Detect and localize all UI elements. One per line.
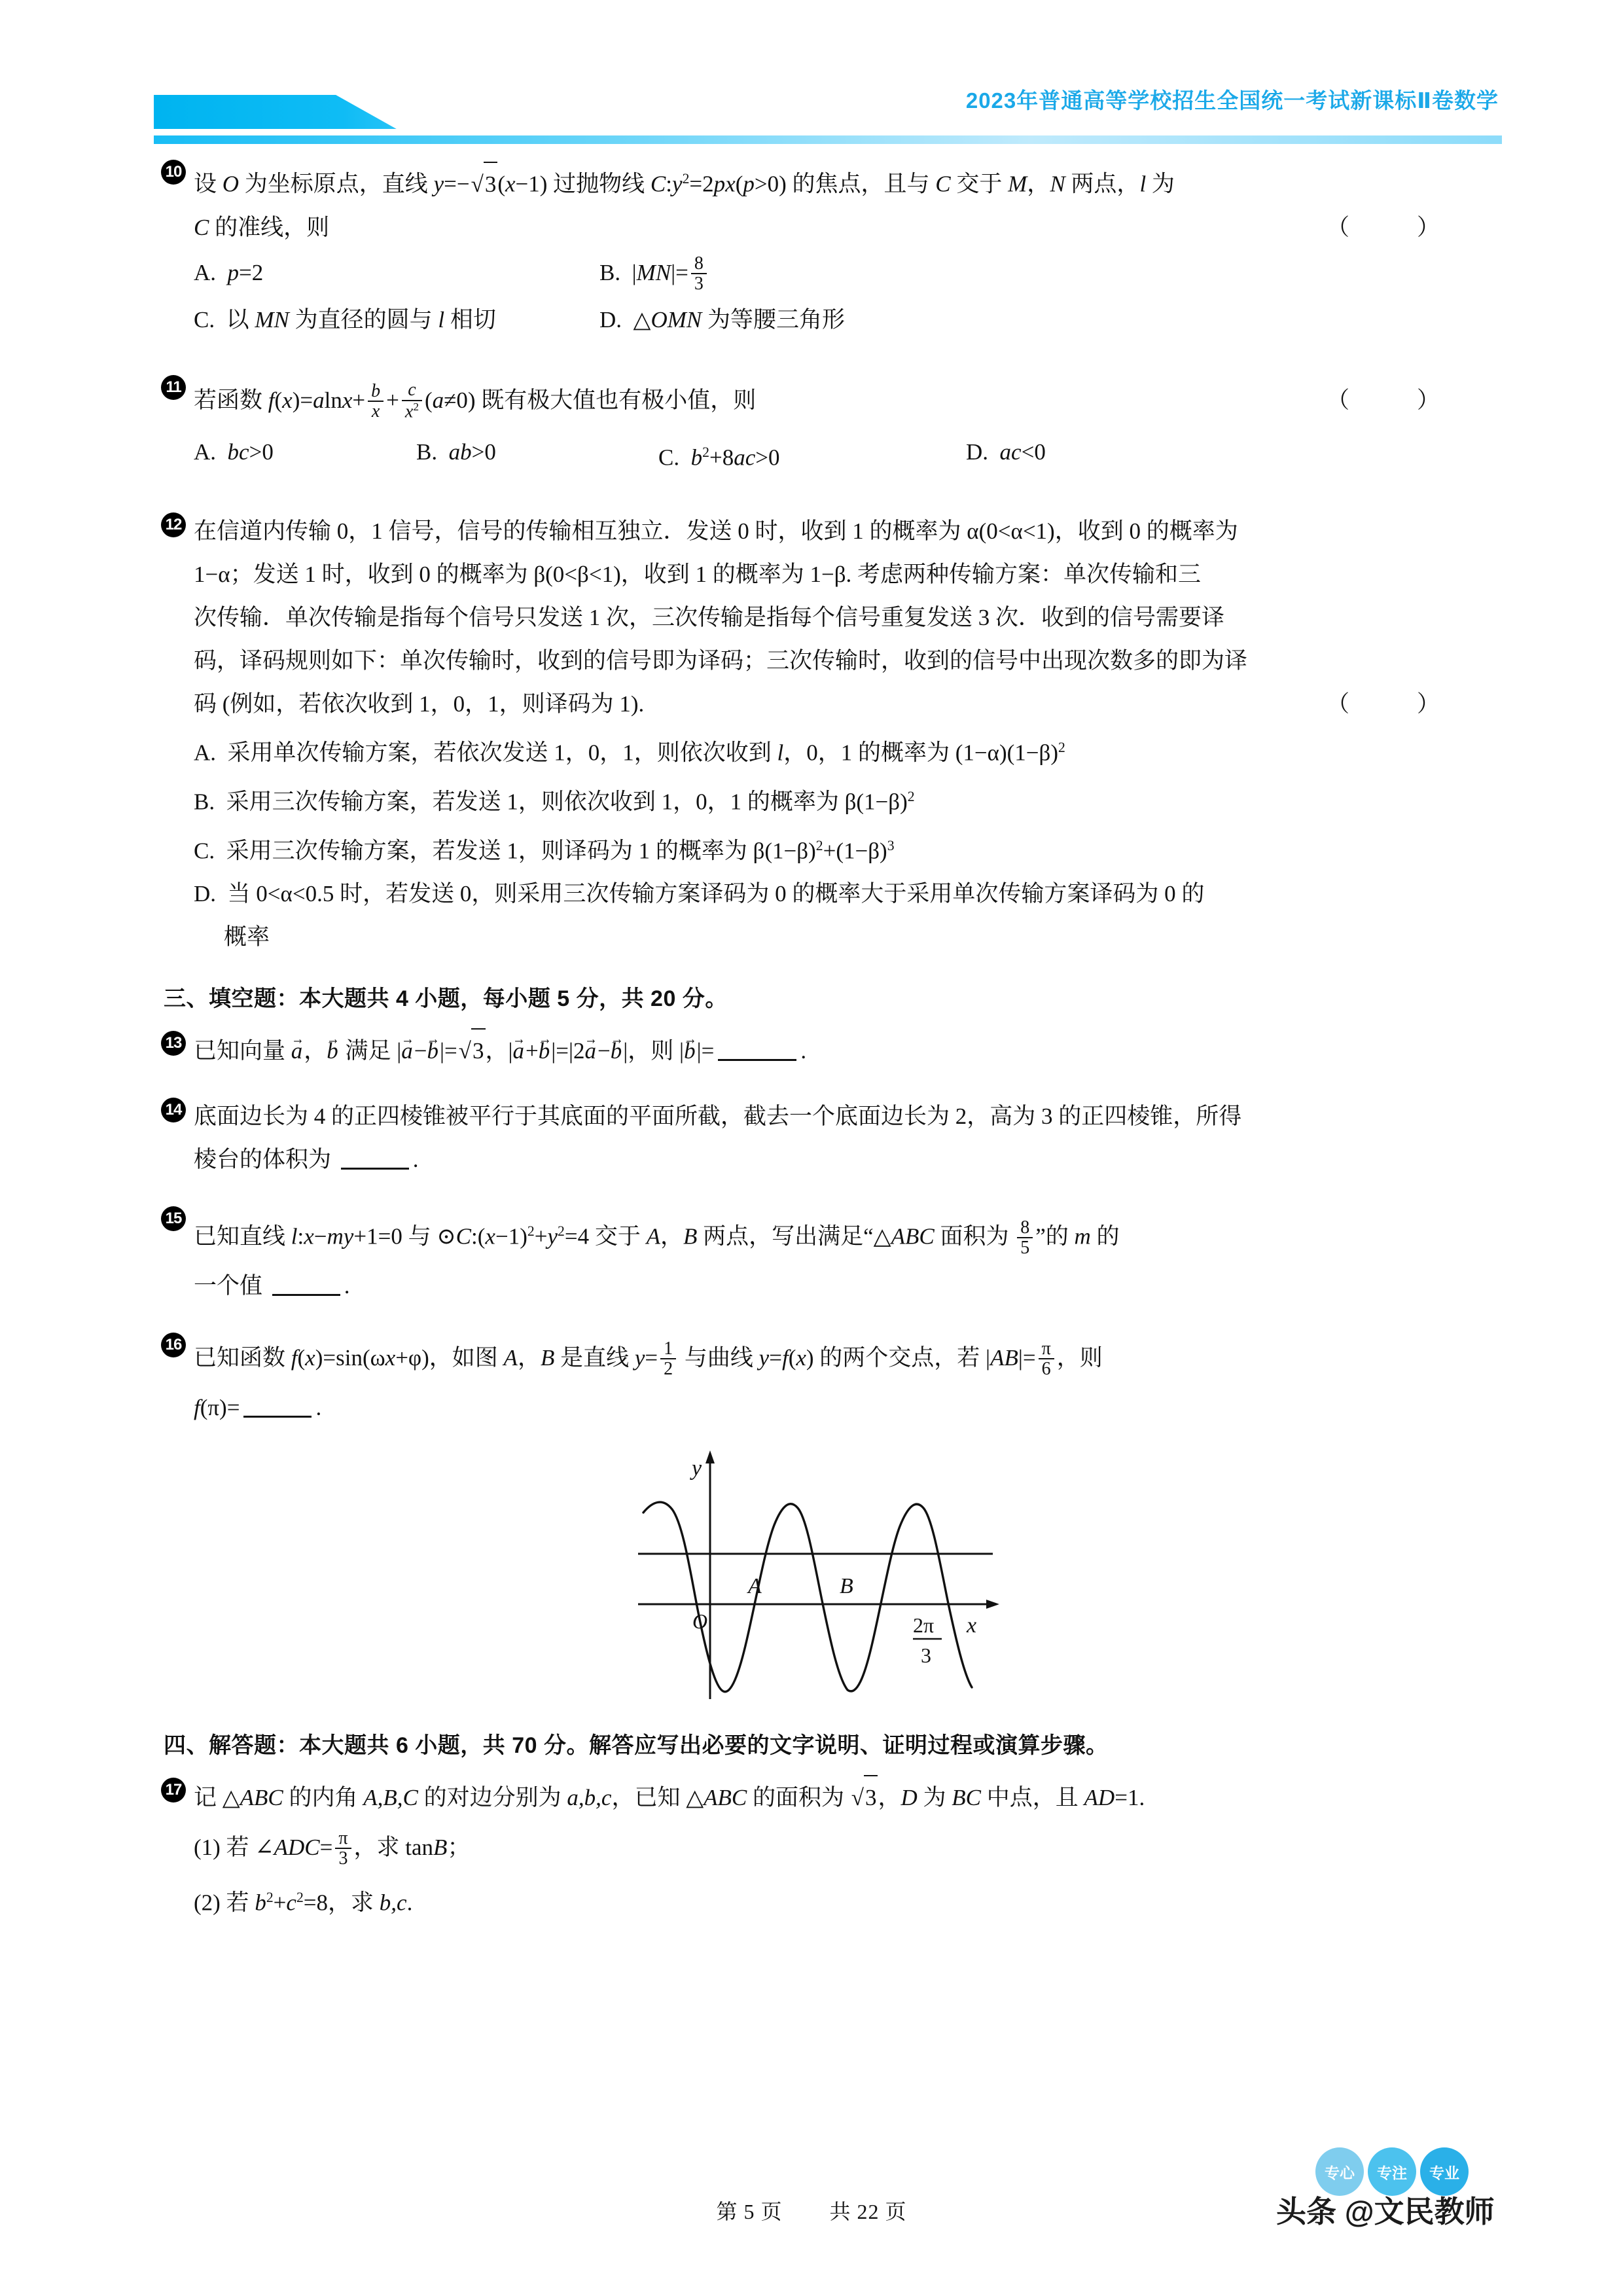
question-11-body [164, 372, 1492, 482]
question-10-options [194, 249, 1492, 344]
question-16 [164, 1330, 1492, 1429]
question-12-line-1: 在信道内传输 0，1 信号，信号的传输相互独立．发送 0 时，收到 1 的概率为 α(0<α<1)，收到 0 的概率为 [194, 518, 1238, 545]
question-12-line-2: 1−α；发送 1 时，收到 0 的概率为 β(0<β<1)，收到 1 的概率为 1−β. 考虑两种传输方案：单次传输和三 [194, 562, 1202, 588]
question-13-line-1: 已知向量 a →，b → 满足 |a →−b →|=√3，|a →+b →|=|2a →−b →|，则 |b →|= . [194, 1028, 1492, 1073]
question-11-line-1: 若函数 f(x)=alnx+ $\frac{b}{x}$ + $\frac{c}{x^2}$ (a≠0) 既有极大值也有极小值，则 （ ） [194, 372, 1492, 429]
y-axis-label: y [692, 1456, 702, 1480]
question-number-badge: 12 [161, 512, 186, 537]
option-12-B[interactable]: B. 采用三次传输方案，若发送 1，则依次收到 1，0，1 的概率为 $\beta(1-\beta)^2$ [194, 788, 915, 815]
x-tick-numerator: 2π [913, 1613, 935, 1637]
answer-bracket-11[interactable]: （ ） [1326, 387, 1462, 413]
question-12-line-5: 码 (例如，若依次收到 1，0，1，则译码为 1). （ ） [194, 683, 1492, 726]
question-number-badge: 13 [161, 1031, 186, 1056]
question-14-body [164, 1095, 1492, 1181]
option-10-D[interactable]: D. △OMN 为等腰三角形 [599, 306, 845, 332]
watermark-text: 头条 @文民教师 [1276, 2195, 1495, 2229]
question-17-sub-2: (2) 若 $b^2+c^2=8$，求 b,c. [194, 1889, 413, 1916]
question-10-body [164, 157, 1492, 344]
question-10-line-2: C 的准线，则 （ ） [194, 206, 1492, 249]
question-12-line-3: 次传输．单次传输是指每个信号只发送 1 次，三次传输是指每个信号重复发送 3 次．收到的信号需要译 [194, 605, 1225, 631]
answer-blank-16[interactable] [243, 1416, 312, 1418]
question-17-line-1: 记 △ABC 的内角 A,B,C 的对边分别为 a,b,c，已知 △ABC 的面积为 √3，D 为 BC 中点，且 AD=1. [194, 1775, 1492, 1820]
question-number-badge: 17 [161, 1778, 186, 1803]
watermark-badge-2: 专注 [1368, 2147, 1416, 2196]
question-16-figure [164, 1444, 1492, 1706]
question-15-body [164, 1204, 1492, 1308]
question-12-line-4: 码，译码规则如下：单次传输时，收到的信号即为译码；三次传输时，收到的信号中出现次数多的即为译 [194, 648, 1248, 674]
header-underline-rule [154, 135, 1502, 144]
sine-curve-diagram [632, 1444, 1024, 1706]
question-11 [164, 372, 1492, 482]
exam-content [164, 157, 1492, 1939]
question-13-body [164, 1028, 1492, 1073]
option-12-D[interactable]: D. 当 0<α<0.5 时，若发送 0，则采用三次传输方案译码为 0 的概率大于采用单次传输方案译码为 0 的 [194, 881, 1205, 907]
question-16-line-1: 已知函数 f(x)=sin(ωx+φ)，如图 A，B 是直线 y= $\frac{1}{2}$ 与曲线 y=f(x) 的两个交点，若 |AB|= $\frac{\pi}{6}$ ，则 [194, 1338, 1103, 1380]
section-heading-solve: 四、解答题：本大题共 6 小题，共 70 分。解答应写出必要的文字说明、证明过程或演算步骤。 [164, 1732, 1109, 1758]
footer-page-total: 共 22 页 [829, 2200, 907, 2223]
answer-bracket-10[interactable]: （ ） [1326, 214, 1462, 240]
question-14-line-2: 棱台的体积为 . [194, 1147, 419, 1173]
option-10-B[interactable]: B. |MN|= $\frac{8}{3}$ [599, 249, 1492, 296]
question-17 [164, 1775, 1492, 1925]
option-12-D-continued[interactable]: 概率 [224, 924, 270, 950]
question-11-options [194, 429, 1492, 482]
exam-title: 2023年普通高等学校招生全国统一考试新课标Ⅱ卷数学 [965, 88, 1499, 113]
question-12-body [164, 510, 1492, 959]
question-15-line-2: 一个值 . [194, 1272, 350, 1299]
question-14-line-1: 底面边长为 4 的正四棱锥被平行于其底面的平面所截，截去一个底面边长为 2，高为 3 的正四棱锥，所得 [194, 1103, 1242, 1130]
question-10-line-1: 设 O 为坐标原点，直线 y=−√3(x−1) 过抛物线 $C:y^2=2px(p>0)$ 的焦点，且与 C 交于 M，N 两点，l 为 [194, 157, 1492, 206]
option-11-D[interactable]: D. ac<0 [966, 439, 1046, 465]
question-15-line-1: 已知直线 l:x−my+1=0 与 $⊙C:(x-1)^2+y^2=4$ 交于 A，B 两点，写出满足“△ABC 面积为 $\frac{8}{5}$ ”的 m 的 [194, 1217, 1120, 1259]
option-11-A[interactable]: A. bc>0 [194, 439, 274, 465]
x-tick-denominator: 3 [921, 1643, 931, 1667]
question-17-sub-1: (1) 若 ∠ADC= $\frac{\pi}{3}$ ，求 tanB； [194, 1827, 471, 1869]
question-16-line-2: f(π)= . [194, 1394, 322, 1420]
point-b-label: B [840, 1573, 853, 1598]
footer-page-current: 第 5 页 [716, 2200, 783, 2223]
answer-blank-15[interactable] [272, 1294, 340, 1296]
x-axis-label: x [967, 1613, 977, 1638]
question-number-badge: 16 [161, 1333, 186, 1357]
question-13 [164, 1028, 1492, 1073]
section-heading-fill-in: 三、填空题：本大题共 4 小题，每小题 5 分，共 20 分。 [164, 986, 728, 1012]
question-14 [164, 1095, 1492, 1181]
watermark-badge-3: 专业 [1420, 2147, 1469, 2196]
answer-blank-14[interactable] [341, 1168, 409, 1170]
question-number-badge: 10 [161, 160, 186, 185]
answer-blank-13[interactable] [718, 1059, 796, 1061]
y-axis-arrow [705, 1450, 715, 1463]
question-number-badge: 14 [161, 1098, 186, 1122]
option-10-A[interactable]: A. p=2 [194, 259, 264, 285]
question-10 [164, 157, 1492, 344]
watermark [1276, 2147, 1551, 2269]
question-15 [164, 1204, 1492, 1308]
page-header [0, 0, 1623, 151]
option-12-C[interactable]: C. 采用三次传输方案，若发送 1，则译码为 1 的概率为 $\beta(1-\beta)^2+(1-\beta)^3$ [194, 837, 895, 864]
origin-label: O [692, 1609, 708, 1633]
watermark-badge-1: 专心 [1315, 2147, 1364, 2196]
x-axis-arrow [986, 1600, 999, 1609]
question-17-body [164, 1775, 1492, 1925]
answer-bracket-12[interactable]: （ ） [1326, 691, 1462, 717]
question-12 [164, 510, 1492, 959]
point-a-label: A [748, 1573, 762, 1598]
question-number-badge: 11 [161, 375, 186, 400]
option-11-B[interactable]: B. ab>0 [416, 439, 496, 465]
option-12-A[interactable]: A. 采用单次传输方案，若依次发送 1，0，1，则依次收到 l，0，1 的概率为 $(1-\alpha)(1-\beta)^2$ [194, 740, 1065, 766]
question-16-body [164, 1330, 1492, 1429]
option-11-C[interactable]: C. $b^2+8ac>0$ [658, 444, 780, 471]
option-10-C[interactable]: C. 以 MN 为直径的圆与 l 相切 [194, 306, 496, 332]
question-number-badge: 15 [161, 1206, 186, 1231]
